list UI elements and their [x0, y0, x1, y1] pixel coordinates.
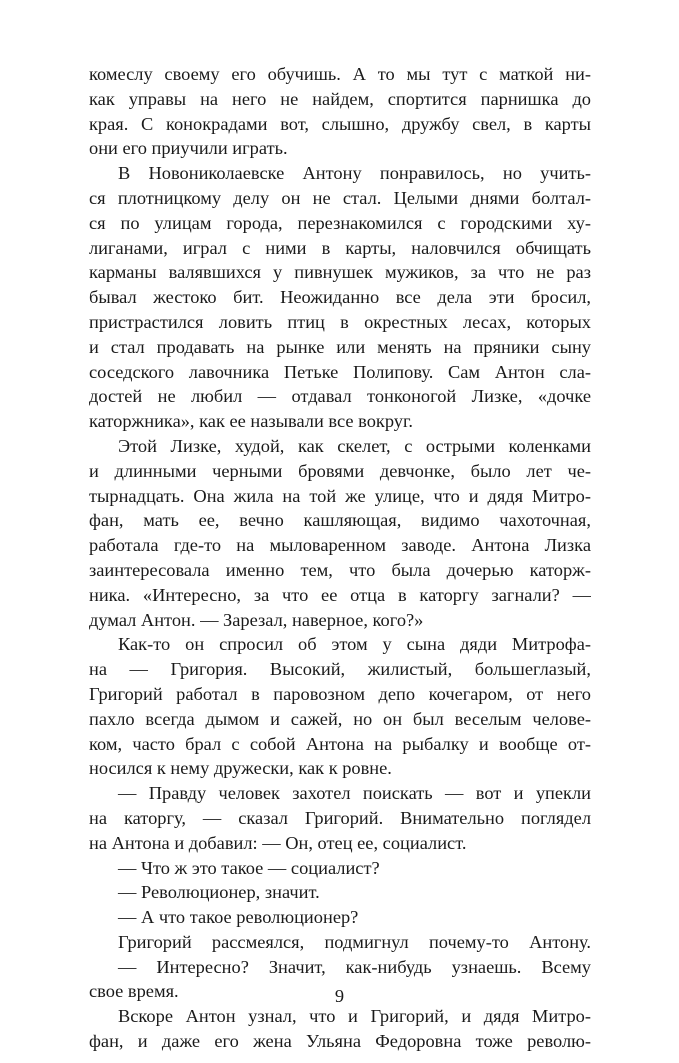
text-line: на — Григория. Высокий, жилистый, большеглазый, [89, 659, 591, 680]
text-line: Григорий работал в паровозном депо кочегаром, от него [89, 683, 591, 704]
text-line: — Интересно? Значит, как-нибудь узнаешь. Всему [118, 956, 591, 977]
text-line: достей не любил — отдавал тонконогой Лизке, «дочке [89, 386, 591, 407]
text-line: бывал жестоко бит. Неожиданно все дела эти бросил, [89, 287, 591, 308]
text-line: носился к нему дружески, как к ровне. [89, 758, 392, 779]
text-line: тырнадцать. Она жила на той же улице, что и дядя Митро- [89, 485, 591, 506]
text-line: как управы на него не найдем, спортится парнишка до [89, 88, 591, 109]
text-line: каторжника», как ее называли все вокруг. [89, 411, 414, 432]
text-line: соседского лавочника Петьке Полипову. Сам Антон сла- [89, 361, 591, 382]
page-number: 9 [334, 986, 345, 1006]
text-line: Этой Лизке, худой, как скелет, с острыми коленками [118, 435, 591, 456]
text-line: фан, и даже его жена Ульяна Федоровна тоже револю- [89, 1031, 591, 1052]
text-line: ся плотницкому делу он не стал. Целыми днями болтал- [89, 187, 591, 208]
text-line: работала где-то на мыловаренном заводе. Антона Лизка [89, 535, 591, 556]
text-line: на Антона и добавил: — Он, отец ее, социалист. [89, 832, 467, 853]
text-line: Григорий рассмеялся, подмигнул почему-то Антону. [118, 931, 591, 952]
text-line: карманы валявшихся у пивнушек мужиков, за что не раз [89, 262, 591, 283]
text-line: ся по улицам города, перезнакомился с городскими ху- [89, 212, 591, 233]
text-line: заинтересовала именно тем, что была дочерью каторж- [89, 559, 591, 580]
text-line: — Что ж это такое — социалист? [118, 857, 380, 878]
text-line: ком, часто брал с собой Антона на рыбалку и вообще от- [89, 733, 591, 754]
text-line: и длинными черными бровями девчонке, было лет че- [89, 460, 591, 481]
text-line: они его приучили играть. [89, 138, 288, 159]
text-line: на каторгу, — сказал Григорий. Внимательно поглядел [89, 807, 591, 828]
text-line: пахло всегда дымом и сажей, но он был веселым челове- [89, 708, 591, 729]
text-line: — Революционер, значит. [118, 882, 320, 903]
text-line: — А что такое революционер? [118, 907, 359, 928]
text-line: лиганами, играл с ними в карты, наловчился обчищать [89, 237, 591, 258]
text-line: ника. «Интересно, за что ее отца в каторгу загнали? — [89, 584, 591, 605]
text-line: — Правду человек захотел поискать — вот и упекли [118, 783, 591, 804]
text-line: думал Антон. — Зарезал, наверное, кого?» [89, 609, 424, 630]
text-line: Как-то он спросил об этом у сына дяди Митрофа- [118, 634, 591, 655]
text-line: и стал продавать на рынке или менять на пряники сыну [89, 336, 591, 357]
text-line: пристрастился ловить птиц в окрестных лесах, которых [89, 311, 591, 332]
text-line: комеслу своему его обучишь. А то мы тут с маткой ни- [89, 64, 591, 84]
text-line: В Новониколаевске Антону понравилось, но учить- [118, 163, 591, 184]
text-line: Вскоре Антон узнал, что и Григорий, и дядя Митро- [118, 1006, 591, 1027]
text-line: свое время. [89, 981, 179, 1002]
text-line: фан, мать ее, вечно кашляющая, видимо чахоточная, [89, 510, 591, 531]
body-text [89, 62, 591, 1054]
text-line: края. С конокрадами вот, слышно, дружбу свел, в карты [89, 113, 591, 134]
